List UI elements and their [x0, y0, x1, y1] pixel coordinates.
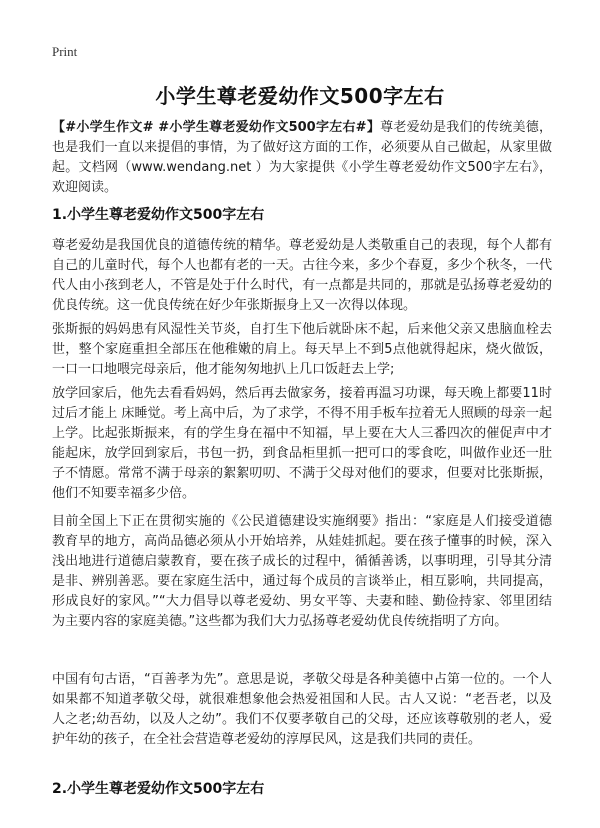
print-link[interactable]: Print: [52, 44, 78, 59]
section-heading-2: 2.小学生尊老爱幼作文500字左右: [52, 781, 265, 797]
section-heading-1: 1.小学生尊老爱幼作文500字左右: [52, 207, 265, 223]
section-1-paragraph-5: 中国有句古语，“百善孝为先”。意思是说，孝敬父母是各种美德中占第一位的。一个人如果都不知道孝敬父母，就很难想象他会热爱祖国和人民。古人又说：“老吾老，以及人之老;幼吾幼，以及人之幼”。我们不仅要孝敬自己的父母，还应该尊敬别的老人，爱护年幼的孩子，在全社会营造尊老爱幼的淳厚民风，这是我们共同的责任。: [52, 672, 552, 747]
intro-paragraph: [52, 118, 552, 198]
section-1-paragraph-1: 尊老爱幼是我国优良的道德传统的精华。尊老爱幼是人类敬重自己的表现，每个人都有自己的儿童时代，每个人也都有老的一天。古往今来，多少个春夏，多少个秋冬，一代代人由小孩到老人，不管是处于什么时代，有一点都是共同的，那就是弘扬尊老爱幼的优良传统。这一优良传统在好少年张斯振身上又一次得以体现。: [52, 238, 552, 313]
section-1-paragraph-2: 张斯振的妈妈患有风湿性关节炎，自打生下他后就卧床不起，后来他父亲又患脑血栓去世，整个家庭重担全部压在他稚嫩的肩上。每天早上不到5点他就得起床，烧火做饭，一口一口地喂完母亲后，他才能匆匆地扒上几口饭赶去上学;: [52, 322, 552, 377]
intro-text: 尊老爱幼是我们的传统美德，也是我们一直以来提倡的事情，为了做好这方面的工作，必须要从自己做起，从家里做起。文档网（www.wendang.net ）为大家提供《小学生尊老爱幼作文500字左右》，欢迎阅读。: [52, 120, 552, 195]
intro-tag: 【#小学生作文# #小学生尊老爱幼作文500字左右#】: [52, 120, 381, 135]
page-title: 小学生尊老爱幼作文500字左右: [155, 84, 445, 108]
section-1-paragraph-3: 放学回家后，他先去看看妈妈，然后再去做家务，接着再温习功课，每天晚上都要11时过后才能上 床睡觉。考上高中后，为了求学，不得不用手板车拉着无人照顾的母亲一起上学。比起张斯振来，有的学生身在福中不知福，早上要在大人三番四次的催促声中才能起床，放学回到家后，书包一扔，到食品柜里抓一把可口的零食吃，叫做作业还一肚子不情愿。常常不满于母亲的絮絮叨叨、不满于父母对他们的要求，但要对比张斯振，他们不知要幸福多少倍。: [52, 386, 552, 501]
section-1-paragraph-4: 目前全国上下正在贯彻实施的《公民道德建设实施纲要》指出：“家庭是人们接受道德教育早的地方，高尚品德必须从小开始培养，从娃娃抓起。要在孩子懂事的时候，深入浅出地进行道德启蒙教育，要在孩子成长的过程中，循循善诱，以事明理，引导其分清是非、辨别善恶。要在家庭生活中，通过每个成员的言谈举止，相互影响，共同提高，形成良好的家风。”“大力倡导以尊老爱幼、男女平等、夫妻和睦、勤俭持家、邻里团结为主要内容的家庭美德。”这些都为我们大力弘扬尊老爱幼优良传统指明了方向。: [52, 514, 552, 629]
